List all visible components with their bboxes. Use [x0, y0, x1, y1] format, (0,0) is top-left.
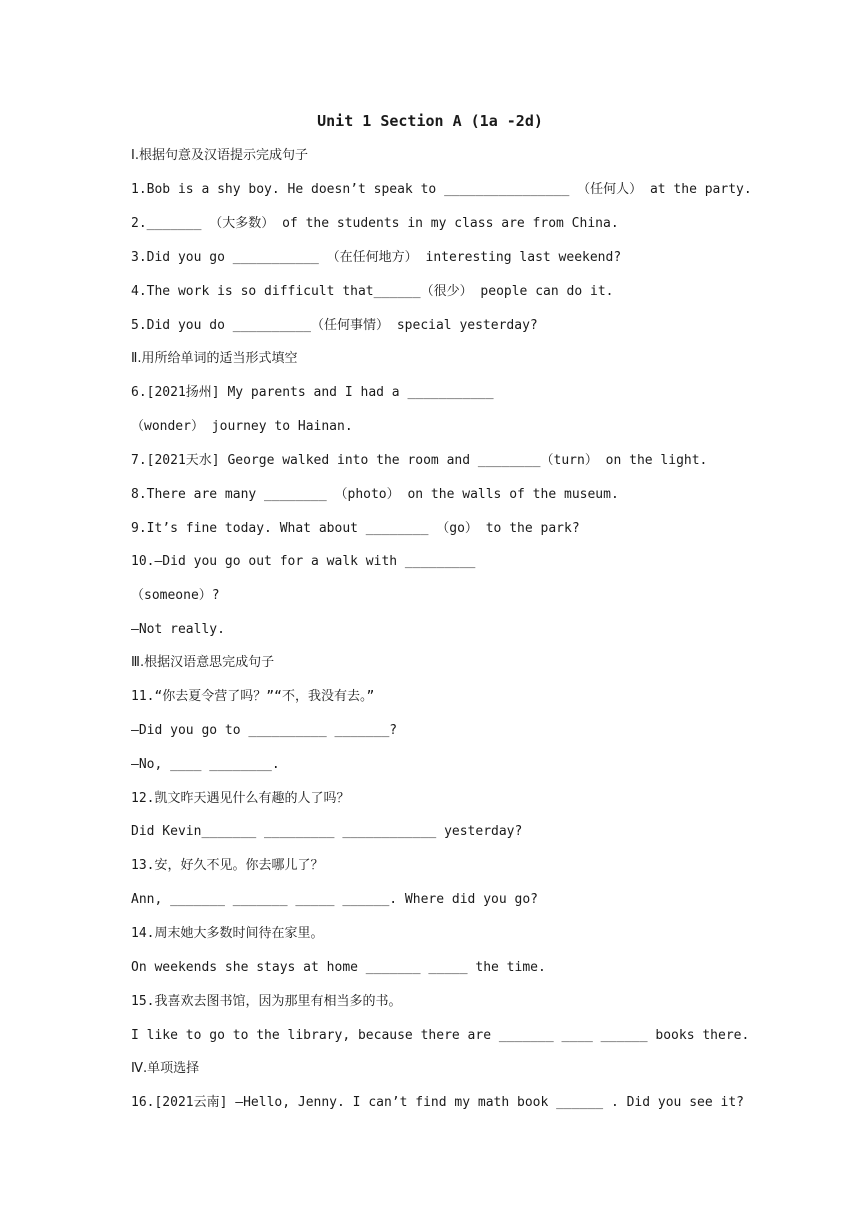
question-10: 10.—Did you go out for a walk with _________	[131, 554, 476, 569]
question-12-line: Did Kevin_______ _________ ____________ yesterday?	[131, 824, 523, 839]
question-6-cont: （wonder） journey to Hainan.	[131, 419, 353, 434]
question-16: 16.[2021云南] —Hello, Jenny. I can’t find my math book ______ . Did you see it?	[131, 1095, 744, 1110]
question-15-line: I like to go to the library, because there are _______ ____ ______ books there.	[131, 1028, 750, 1043]
question-11-line-1: —Did you go to __________ _______?	[131, 723, 398, 738]
question-6: 6.[2021扬州] My parents and I had a ___________	[131, 385, 494, 400]
question-10-answer: —Not really.	[131, 622, 225, 637]
question-7: 7.[2021天水] George walked into the room and ________（turn） on the light.	[131, 453, 708, 468]
question-12: 12.凯文昨天遇见什么有趣的人了吗？	[131, 791, 350, 806]
question-13: 13.安，好久不见。你去哪儿了？	[131, 858, 324, 873]
question-15: 15.我喜欢去图书馆，因为那里有相当多的书。	[131, 994, 402, 1009]
question-11-line-2: —No, ____ ________.	[131, 757, 280, 772]
section-heading-2: Ⅱ.用所给单词的适当形式填空	[131, 351, 298, 366]
question-14-line: On weekends she stays at home _______ _____ the time.	[131, 960, 546, 975]
question-1: 1.Bob is a shy boy. He doesn’t speak to ________________ （任何人） at the party.	[131, 182, 752, 197]
question-14: 14.周末她大多数时间待在家里。	[131, 926, 324, 941]
question-4: 4.The work is so difficult that______（很少） people can do it.	[131, 284, 614, 299]
question-2: 2._______ （大多数） of the students in my class are from China.	[131, 216, 619, 231]
section-heading-1: Ⅰ.根据句意及汉语提示完成句子	[131, 148, 308, 163]
question-11: 11.“你去夏令营了吗？”“不，我没有去。”	[131, 689, 375, 704]
question-3: 3.Did you go ___________ （在任何地方） interesting last weekend?	[131, 250, 622, 265]
question-13-line: Ann, _______ _______ _____ ______. Where did you go?	[131, 892, 538, 907]
question-8: 8.There are many ________ （photo） on the walls of the museum.	[131, 487, 619, 502]
question-10-cont: （someone）?	[131, 588, 220, 603]
section-heading-4: Ⅳ.单项选择	[131, 1061, 200, 1076]
question-9: 9.It’s fine today. What about ________ （go） to the park?	[131, 521, 580, 536]
section-heading-3: Ⅲ.根据汉语意思完成句子	[131, 655, 275, 670]
page-title: Unit 1 Section A (1a -2d)	[317, 112, 543, 130]
question-5: 5.Did you do __________（任何事情） special yesterday?	[131, 318, 538, 333]
